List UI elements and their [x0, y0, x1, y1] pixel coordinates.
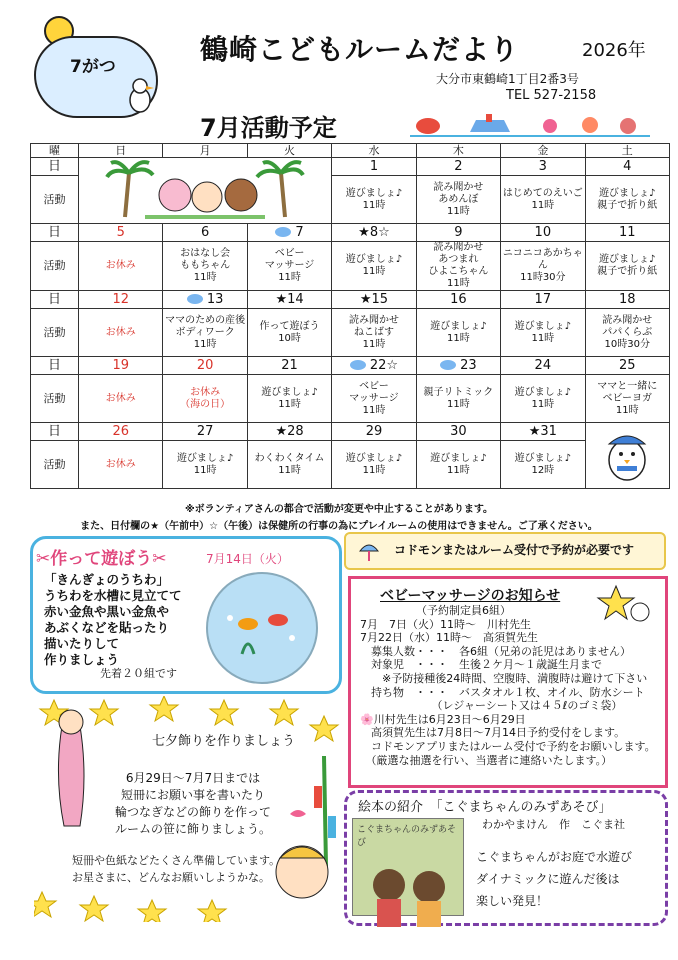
activity-cell: 遊びましょ♪ 12時	[501, 441, 585, 489]
date-cell: 10	[501, 224, 585, 242]
book-cover-title: こぐまちゃんのみずあそび	[357, 825, 457, 848]
date-cell: ★14	[247, 291, 331, 309]
activity-row-label: 活動	[31, 441, 79, 489]
date-row	[31, 357, 670, 375]
date-cell: 16	[416, 291, 500, 309]
date-cell: 5	[79, 224, 163, 242]
date-cell: 30	[416, 423, 500, 441]
date-cell: ★28	[247, 423, 331, 441]
activity-cell: お休み	[79, 242, 163, 291]
date-cell: 24	[501, 357, 585, 375]
date-row-label: 日	[31, 357, 79, 375]
activity-row	[31, 242, 670, 291]
date-cell: 29	[332, 423, 416, 441]
date-cell: 18	[585, 291, 669, 309]
activity-cell: はじめてのえいご 11時	[501, 176, 585, 224]
activity-cell: 読み聞かせ あめんぼ 11時	[416, 176, 500, 224]
activity-cell: 親子リトミック 11時	[416, 375, 500, 423]
address: 大分市東鶴崎1丁目2番3号	[436, 72, 579, 86]
summer-decoration-icon	[410, 112, 650, 138]
activity-cell: 遊びましょ♪ 11時	[332, 242, 416, 291]
date-row-label: 日	[31, 224, 79, 242]
header-sun: 日	[79, 144, 163, 158]
date-row-label: 日	[31, 158, 79, 176]
date-cell: 19	[79, 357, 163, 375]
date-cell: 22☆	[332, 357, 416, 375]
activity-calendar	[30, 143, 670, 489]
date-cell: ★31	[501, 423, 585, 441]
header-sat: 土	[585, 144, 669, 158]
windchime-icon	[440, 360, 456, 370]
activity-cell: お休み	[79, 309, 163, 357]
activity-row-label: 活動	[31, 176, 79, 224]
note-volunteer: ※ボランティアさんの都合で活動が変更や中止することがあります。	[184, 504, 494, 515]
header-mon: 月	[163, 144, 247, 158]
note-star-meaning: また、日付欄の★（午前中）☆（午後）は保健所の行事の為にプレイルームの使用はできません。ご了承ください。	[80, 521, 598, 532]
windchime-icon	[350, 360, 366, 370]
activity-cell: お休み	[79, 375, 163, 423]
book-author: わかやまけん 作 こぐま社	[482, 818, 625, 831]
date-cell: 2	[416, 158, 500, 176]
reservation-notice: コドモンまたはルーム受付で予約が必要です	[394, 543, 635, 557]
goldfish-fan-photo	[206, 572, 318, 684]
activity-cell: 読み聞かせ パパくらぶ 10時30分	[585, 309, 669, 357]
windchime-icon	[356, 537, 382, 563]
date-cell: 7	[247, 224, 331, 242]
date-row	[31, 224, 670, 242]
activity-cell: ニコニコあかちゃん 11時30分	[501, 242, 585, 291]
activity-cell: 作って遊ぼう 10時	[247, 309, 331, 357]
calendar-header-row	[31, 144, 670, 158]
book-cover-image	[352, 818, 464, 916]
date-cell: 4	[585, 158, 669, 176]
mascot-bird-icon	[597, 424, 657, 484]
book-description: こぐまちゃんがお庭で水遊び ダイナミックに遊んだ後は 楽しい発見！	[476, 850, 633, 908]
tanabata-description: 6月29日～7月7日までは 短冊にお願い事を書いたり 輪つなぎなどの飾りを作って ルームの笹に飾りましょう。	[114, 771, 271, 836]
date-cell: 26	[79, 423, 163, 441]
date-cell: 6	[163, 224, 247, 242]
activity-cell: おはなし会 ももちゃん 11時	[163, 242, 247, 291]
newsletter-title: 鶴崎こどもルームだより	[200, 33, 520, 66]
activity-cell: ママのための産後 ボディワーク 11時	[163, 309, 247, 357]
date-cell: 23	[416, 357, 500, 375]
date-cell: 21	[247, 357, 331, 375]
telephone: TEL 527-2158	[506, 88, 597, 103]
make-and-play-heading: ✂作って遊ぼう✂	[36, 549, 167, 569]
activity-row	[31, 375, 670, 423]
activity-cell: 読み聞かせ あつまれ ひよこちゃん 11時	[416, 242, 500, 291]
activity-cell: 遊びましょ♪ 11時	[501, 309, 585, 357]
activity-cell: ベビー マッサージ 11時	[332, 375, 416, 423]
date-cell: 11	[585, 224, 669, 242]
activity-cell: 遊びましょ♪ 親子で折り紙	[585, 242, 669, 291]
header-tue: 火	[247, 144, 331, 158]
activity-cell: 遊びましょ♪ 11時	[163, 441, 247, 489]
date-row	[31, 423, 670, 441]
activity-cell: 遊びましょ♪ 11時	[501, 375, 585, 423]
activity-cell: 遊びましょ♪ 11時	[416, 309, 500, 357]
activity-cell: 遊びましょ♪ 11時	[332, 176, 416, 224]
header-thu: 木	[416, 144, 500, 158]
date-cell: 1	[332, 158, 416, 176]
tanabata-title: 七夕飾りを作りましょう	[152, 734, 296, 749]
activity-row-label: 活動	[31, 309, 79, 357]
tanabata-footer: 短冊や色紙などたくさん準備しています。 お星さまに、どんなお願いしようかな。	[72, 854, 281, 884]
header-wed: 水	[332, 144, 416, 158]
windchime-icon	[275, 227, 291, 237]
date-cell: 25	[585, 357, 669, 375]
schedule-subtitle: 7月活動予定	[200, 114, 337, 142]
date-row	[31, 158, 670, 176]
baby-massage-heading: ベビーマッサージのお知らせ	[380, 588, 561, 604]
date-row-label: 日	[31, 423, 79, 441]
baby-massage-details: （予約制定員6組） 7月 7日（火）11時～ 川村先生 7月22日（水）11時～ 高須賀先生 募集人数・・・ 各6組（兄弟の託児はありません） 対象児 ・・・ 生後２ケ月～１歳誕生月まで ※予防接種後24時間、空腹時、満腹時は避けて下さい 持ち物 ・・・ バスタオル１枚、オイル、防水シート （レジャーシート又は４５ℓのゴミ袋） 🌸川村先生は6月23日～6月29日 高須賀先生は7月8日～7月14日予約受付をします。 コドモンアプリまたはルーム受付で予約をお願いします。 （厳選な抽選を行い、当選者に連絡いたします。）	[360, 604, 656, 767]
activity-row	[31, 441, 670, 489]
activity-cell: 遊びましょ♪ 11時	[416, 441, 500, 489]
activity-cell: 遊びましょ♪ 親子で折り紙	[585, 176, 669, 224]
make-and-play-count: 先着２０組です	[100, 667, 177, 680]
date-row-label: 日	[31, 291, 79, 309]
date-cell: 9	[416, 224, 500, 242]
activity-cell: お休み （海の日）	[163, 375, 247, 423]
date-cell: 17	[501, 291, 585, 309]
windchime-icon	[187, 294, 203, 304]
activity-cell: 遊びましょ♪ 11時	[332, 441, 416, 489]
date-cell: 12	[79, 291, 163, 309]
date-cell: ★15	[332, 291, 416, 309]
activity-cell: 読み聞かせ ねこばす 11時	[332, 309, 416, 357]
make-and-play-date: 7月14日（火）	[206, 552, 289, 566]
seagull-icon	[124, 76, 158, 116]
children-palm-illustration	[79, 158, 332, 224]
activity-cell: ママと一緒に ベビーヨガ 11時	[585, 375, 669, 423]
activity-row-label: 活動	[31, 242, 79, 291]
date-cell: 3	[501, 158, 585, 176]
month-badge-text: 7がつ	[70, 57, 116, 77]
activity-cell: ベビー マッサージ 11時	[247, 242, 331, 291]
mascot-cell	[585, 423, 669, 489]
activity-row-label: 活動	[31, 375, 79, 423]
book-heading: 絵本の紹介 「こぐまちゃんのみずあそび」	[358, 800, 612, 815]
date-cell: ★8☆	[332, 224, 416, 242]
header-fri: 金	[501, 144, 585, 158]
activity-row	[31, 309, 670, 357]
activity-cell: 遊びましょ♪ 11時	[247, 375, 331, 423]
activity-cell: お休み	[79, 441, 163, 489]
year: 2026年	[582, 40, 646, 61]
date-cell: 27	[163, 423, 247, 441]
make-and-play-description: 「きんぎょのうちわ」 うちわを水槽に見立てて 赤い金魚や黒い金魚や あぶくなどを貼ったり 描いたりして 作りましょう	[44, 572, 182, 667]
date-cell: 13	[163, 291, 247, 309]
activity-cell: わくわくタイム 11時	[247, 441, 331, 489]
date-row	[31, 291, 670, 309]
date-cell: 20	[163, 357, 247, 375]
header-youbi: 曜	[31, 144, 79, 158]
